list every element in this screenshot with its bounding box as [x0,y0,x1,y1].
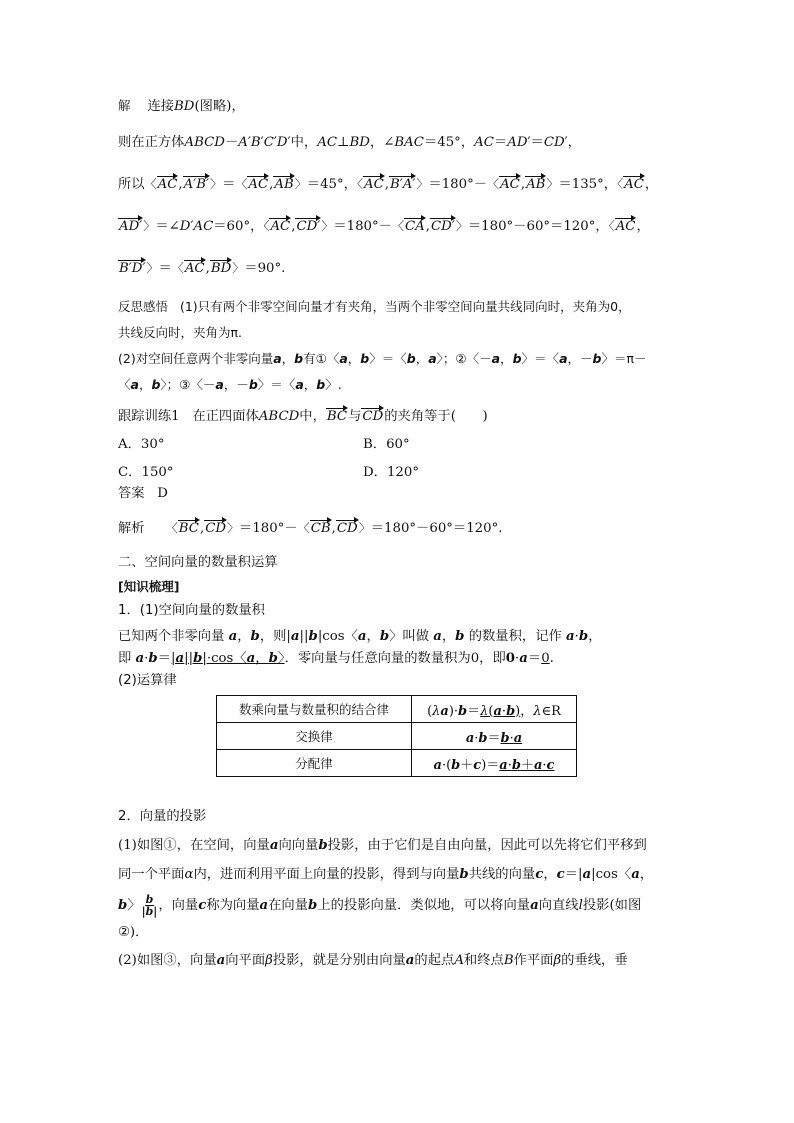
item2-line-2: 同一个平面α内，进而利用平面上向量的投影，得到与向量b共线的向量c，c＝|a|cos〈a， [118,867,654,882]
table-row [217,723,577,750]
options-row-2 [118,463,688,483]
table-row [217,696,577,723]
item2-line-5: (2)如图③，向量a向平面β投影，就是分别由向量a的起点A和终点B作平面β的垂线，垂 [118,953,628,968]
answer-value: D [157,486,168,501]
solution-line-1 [118,96,688,117]
rule-name: 分配律 [217,750,412,777]
rule-formula: a·(b＋c)＝a·b＋a·c [412,750,577,777]
document-page [118,92,688,971]
analysis-label: 解析 [118,521,145,536]
exercise-label: 跟踪训练1 [118,409,180,424]
reflection-label: 反思感悟 [118,299,169,314]
option-a[interactable]: A．30° [118,437,165,452]
item1-title: 1．(1)空间向量的数量积 [118,603,265,618]
rule-name: 数乘向量与数量积的结合律 [217,696,412,723]
rule-name: 交换律 [217,723,412,750]
reflection-line-3: (2)对空间任意两个非零向量a，b有①〈a，b〉＝〈b，a〉；②〈－a，b〉＝〈a，－b〉＝π－ [118,351,647,366]
solution-line-3: 所以〈AC,A′B′〉＝〈AC,AB〉＝45°，〈AC,B′A′〉＝180°－〈AC,AB〉＝135°，〈AC， [118,174,688,195]
unit-vector-fraction: $\frac{b}{|b|}$ [141,893,158,918]
answer-label: 答案 [118,486,145,501]
solution-line-2: 则在正方体ABCD－A′B′C′D′中，AC⊥BD，∠BAC＝45°，AC＝AD′＝CD′， [118,135,581,150]
rule-formula: (λa)·b＝λ(a·b)，λ∈R [412,696,577,723]
item2-line-1: (1)如图①，在空间，向量a向向量b投影，由于它们是自由向量，因此可以先将它们平移到 [118,838,647,853]
options-row-1 [118,435,688,455]
item2-line-3: b〉 $\frac{b}{|b|}$ ，向量c称为向量a在向量b上的投影向量．类似地，可以将向量a向直线l投影(如图 [118,893,642,918]
option-b[interactable]: B．60° [363,437,410,452]
knowledge-heading: [知识梳理] [118,579,180,594]
operation-rules-table [216,695,577,777]
solution-text-1: 连接BD(图略)， [147,99,245,114]
reflection-line-4: 〈a，b〉；③〈－a，－b〉＝〈a，b〉. [118,377,342,392]
solution-line-5: B′D′〉＝〈AC,BD〉＝90°. [118,258,688,279]
item1-line-1: 已知两个非零向量 a，b，则|a||b|cos〈a，b〉叫做 a，b 的数量积，记作 a·b， [118,629,602,644]
reflection-line-2: 共线反向时，夹角为π. [118,325,242,340]
answer-line [118,484,688,504]
reflection-text-1: (1)只有两个非零空间向量才有夹角，当两个非零空间向量共线同向时，夹角为0， [179,299,631,314]
exercise-question: 跟踪训练1 在正四面体ABCD中，BC与CD的夹角等于( ) [118,407,688,427]
item1-sub2: (2)运算律 [118,673,177,688]
analysis-line: 解析 〈BC,CD〉＝180°－〈CB,CD〉＝180°－60°＝120°. [118,518,688,539]
solution-label: 解 [118,98,131,113]
reflection-line-1 [118,297,688,317]
solution-line-4: AD′〉＝∠D′AC＝60°，〈AC,CD′〉＝180°－〈CA,CD′〉＝180°－60°＝120°，〈AC， [118,216,688,237]
option-d[interactable]: D．120° [363,465,419,480]
table-row [217,750,577,777]
option-c[interactable]: C．150° [118,465,174,480]
item2-line-4: ②)． [118,925,149,940]
item2-title: 2．向量的投影 [118,809,207,824]
rule-formula: a·b＝b·a [412,723,577,750]
section-heading: 二、空间向量的数量积运算 [118,555,278,570]
item1-line-2: 即 a·b＝|a||b|·cos〈a，b〉．零向量与任意向量的数量积为0，即0·a＝0. [118,651,554,666]
